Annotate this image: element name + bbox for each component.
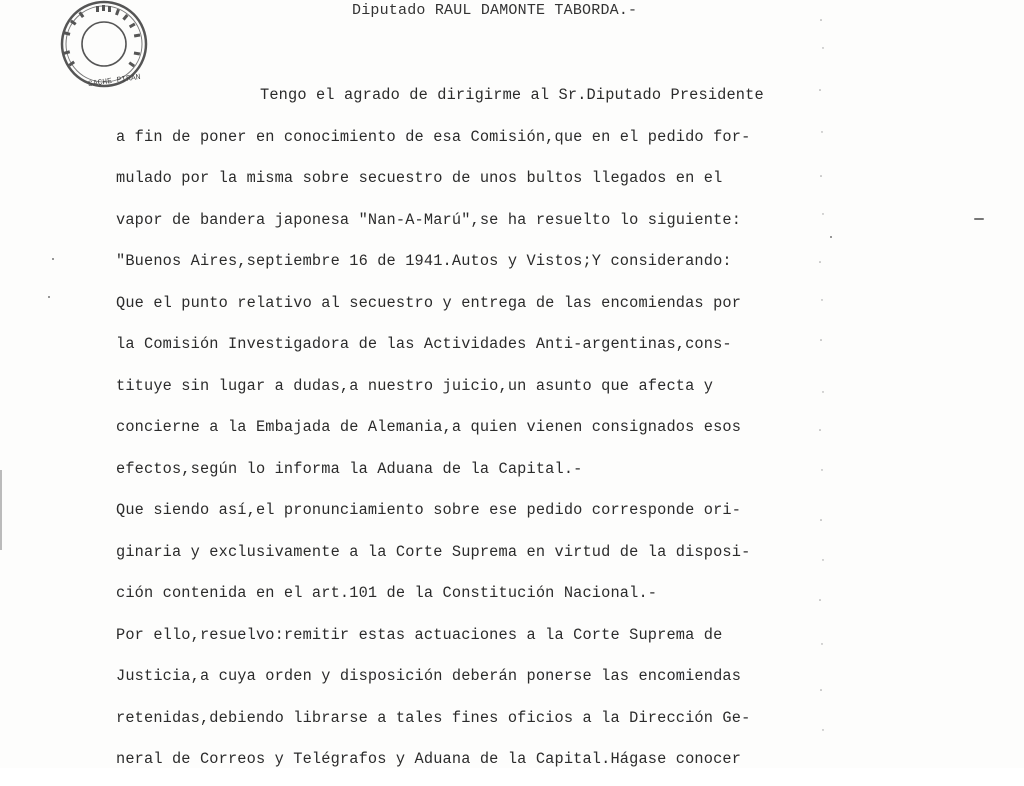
body-line: a fin de poner en conocimiento de esa Comisión,que en el pedido for- — [116, 127, 751, 146]
scan-speck — [52, 258, 54, 260]
svg-text:SACHE PIRAN: SACHE PIRAN — [87, 72, 142, 90]
document-body — [116, 80, 836, 786]
body-line: "Buenos Aires,septiembre 16 de 1941.Autos y Vistos;Y considerando: — [116, 252, 732, 270]
body-line: la Comisión Investigadora de las Actividades Anti-argentinas,cons- — [116, 335, 732, 353]
body-line: tituye sin lugar a dudas,a nuestro juicio,un asunto que afecta y — [116, 376, 714, 395]
scan-speck — [48, 296, 50, 298]
body-line: Que siendo así,el pronunciamiento sobre ese pedido corresponde ori- — [116, 501, 742, 519]
body-line: Justicia,a cuya orden y disposición deberán ponerse las encomiendas — [116, 667, 742, 685]
body-line: ción contenida en el art.101 de la Constitución Nacional.- — [116, 584, 658, 602]
body-line: Por ello,resuelvo:remitir estas actuaciones a la Corte Suprema de — [116, 625, 723, 644]
scan-speck — [830, 236, 832, 238]
body-line: Que el punto relativo al secuestro y entrega de las encomiendas por — [116, 293, 742, 312]
body-line: Tengo el agrado de dirigirme al Sr.Diputado Presidente — [260, 86, 764, 104]
scan-edge-noise — [818, 0, 826, 768]
body-line: mulado por la misma sobre secuestro de unos bultos llegados en el — [116, 169, 723, 187]
body-line: concierne a la Embajada de Alemania,a quien vienen consignados esos — [116, 418, 742, 436]
body-line: vapor de bandera japonesa "Nan-A-Marú",se ha resuelto lo siguiente: — [116, 210, 742, 229]
body-line: retenidas,debiendo librarse a tales fines oficios a la Dirección Ge- — [116, 708, 751, 727]
body-line: ginaria y exclusivamente a la Corte Suprema en virtud de la disposi- — [116, 542, 751, 561]
scan-speck — [974, 218, 984, 220]
document-heading: Diputado RAUL DAMONTE TABORDA.- — [352, 2, 638, 19]
body-line: efectos,según lo informa la Aduana de la Capital.- — [116, 459, 583, 478]
scan-speck — [0, 470, 2, 550]
body-line: neral de Correos y Telégrafos y Aduana de la Capital.Hágase conocer — [116, 750, 742, 768]
